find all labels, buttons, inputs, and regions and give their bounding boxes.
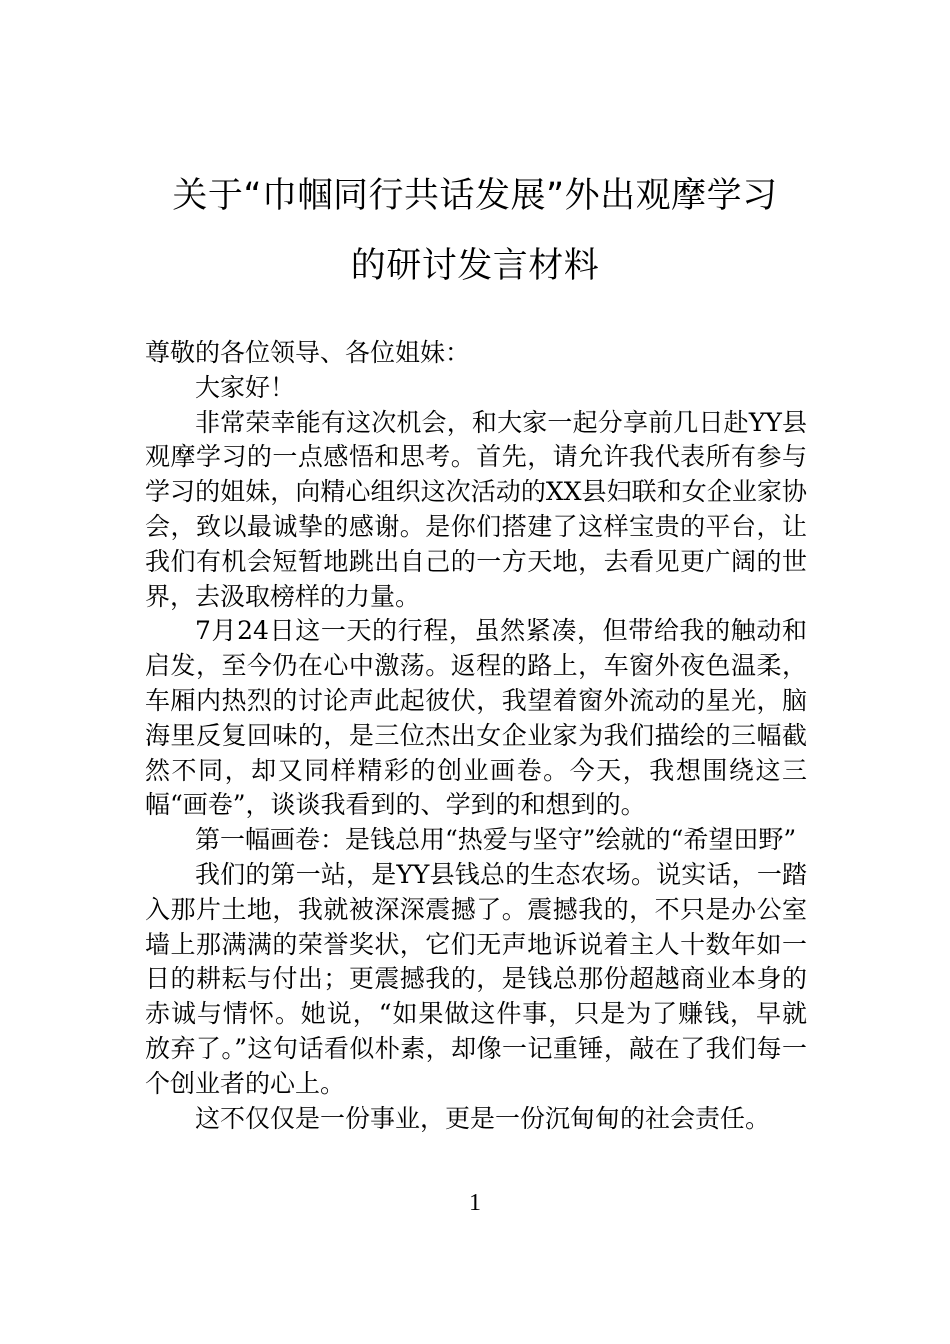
paragraph-first-stop: 我们的第一站，是YY县钱总的生态农场。说实话，一踏入那片土地，我就被深深震撼了。震撼我的，不只是办公室墙上那满满的荣誉奖状，它们无声地诉说着主人十数年如一日的耕耘与付出；更震撼我的，是钱总那份超越商业本身的赤诚与情怀。她说，“如果做这件事，只是为了赚钱，早就放弃了。”这句话看似朴素，却像一记重锤，敲在了我们每一个创业者的心上。 xyxy=(145,859,807,1098)
paragraph-responsibility: 这不仅仅是一份事业，更是一份沉甸甸的社会责任。 xyxy=(195,1103,771,1133)
paragraph-greeting: 大家好！ xyxy=(195,372,296,402)
paragraph-introduction: 非常荣幸能有这次机会，和大家一起分享前几日赴YY县观摩学习的一点感悟和思考。首先，请允许我代表所有参与学习的姐妹，向精心组织这次活动的XX县妇联和女企业家协会，致以最诚挚的感谢。是你们搭建了这样宝贵的平台，让我们有机会短暂地跳出自己的一方天地，去看见更广阔的世界，去汲取榜样的力量。 xyxy=(145,407,807,611)
salutation: 尊敬的各位领导、各位姐妹： xyxy=(145,338,471,367)
document-title-line-1: 关于“巾帼同行共话发展”外出观摩学习 xyxy=(172,176,778,216)
section-heading-first-scroll: 第一幅画卷：是钱总用“热爱与坚守”绘就的“希望田野” xyxy=(195,825,797,855)
page-number: 1 xyxy=(469,1190,481,1216)
paragraph-itinerary: 7月24日这一天的行程，虽然紧凑，但带给我的触动和启发，至今仍在心中激荡。返程的路上，车窗外夜色温柔，车厢内热烈的讨论声此起彼伏，我望着窗外流动的星光，脑海里反复回味的，是三位杰出女企业家为我们描绘的三幅截然不同，却又同样精彩的创业画卷。今天，我想围绕这三幅“画卷”，谈谈我看到的、学到的和想到的。 xyxy=(145,616,807,820)
document-title-line-2: 的研讨发言材料 xyxy=(350,246,600,286)
document-body xyxy=(145,336,807,1136)
